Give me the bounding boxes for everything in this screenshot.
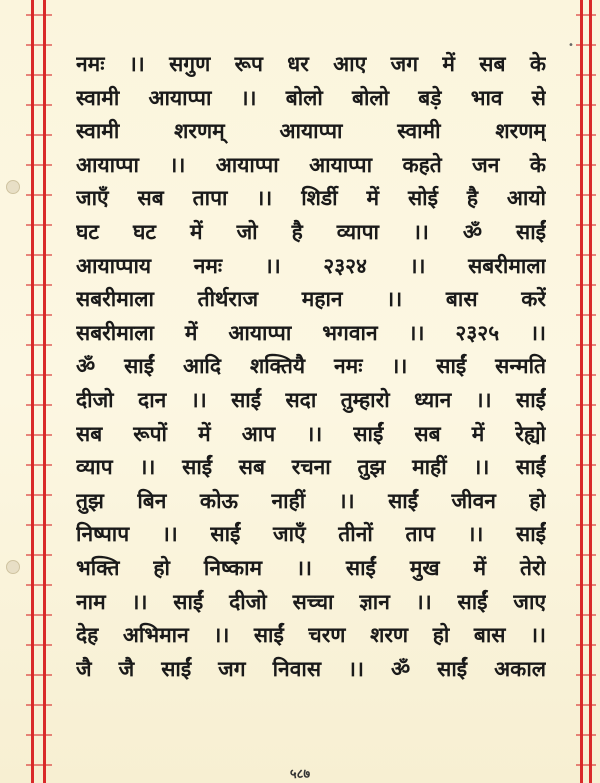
text-line: जाएँ सब तापा ।। शिर्डी में सोई है आयो — [76, 186, 546, 211]
left-decorative-border — [26, 0, 52, 783]
text-line: सब रूपों में आप ।। साईं सब में रेह्यो — [76, 421, 546, 446]
text-line: आयाप्पा ।। आयाप्पा आयाप्पा कहते जन के — [76, 152, 546, 177]
text-line: सबरीमाला में आयाप्पा भगवान ।। २३२५ ।। — [76, 320, 546, 345]
page-number: ५८७ — [289, 767, 311, 782]
text-line: जै जै साईं जग निवास ।। ॐ साईं अकाल — [76, 656, 546, 681]
corner-mark: • — [568, 40, 574, 51]
text-line: सबरीमाला तीर्थराज महान ।। बास करें — [76, 287, 546, 312]
text-line: नमः ।। सगुण रूप धर आए जग में सब के — [76, 52, 546, 76]
text-line: व्याप ।। साईं सब रचना तुझ माहीं ।। साईं — [76, 455, 546, 480]
text-line: देह अभिमान ।। साईं चरण शरण हो बास ।। — [76, 623, 546, 648]
text-line: भक्ति हो निष्काम ।। साईं मुख में तेरो — [76, 555, 546, 580]
text-line: तुझ बिन कोऊ नाहीं ।। साईं जीवन हो — [76, 488, 546, 513]
binding-hole — [6, 560, 20, 574]
text-line: आयाप्पाय नमः ।। २३२४ ।। सबरीमाला — [76, 253, 546, 278]
text-line: ॐ साईं आदि शक्तियै नमः ।। साईं सन्मति — [76, 354, 546, 379]
binding-hole — [6, 180, 20, 194]
right-decorative-border — [576, 0, 596, 783]
text-line: नाम ।। साईं दीजो सच्चा ज्ञान ।। साईं जाए — [76, 589, 546, 614]
text-line: स्वामी आयाप्पा ।। बोलो बोलो बड़े भाव से — [76, 85, 546, 110]
text-line: निष्पाप ।। साईं जाएँ तीनों ताप ।। साईं — [76, 522, 546, 547]
text-block — [76, 48, 546, 686]
text-line: स्वामी शरणम् आयाप्पा स्वामी शरणम् — [76, 119, 546, 144]
text-line: दीजो दान ।। साईं सदा तुम्हारो ध्यान ।। साईं — [76, 387, 546, 412]
text-line: घट घट में जो है व्यापा ।। ॐ साईं — [76, 219, 546, 244]
